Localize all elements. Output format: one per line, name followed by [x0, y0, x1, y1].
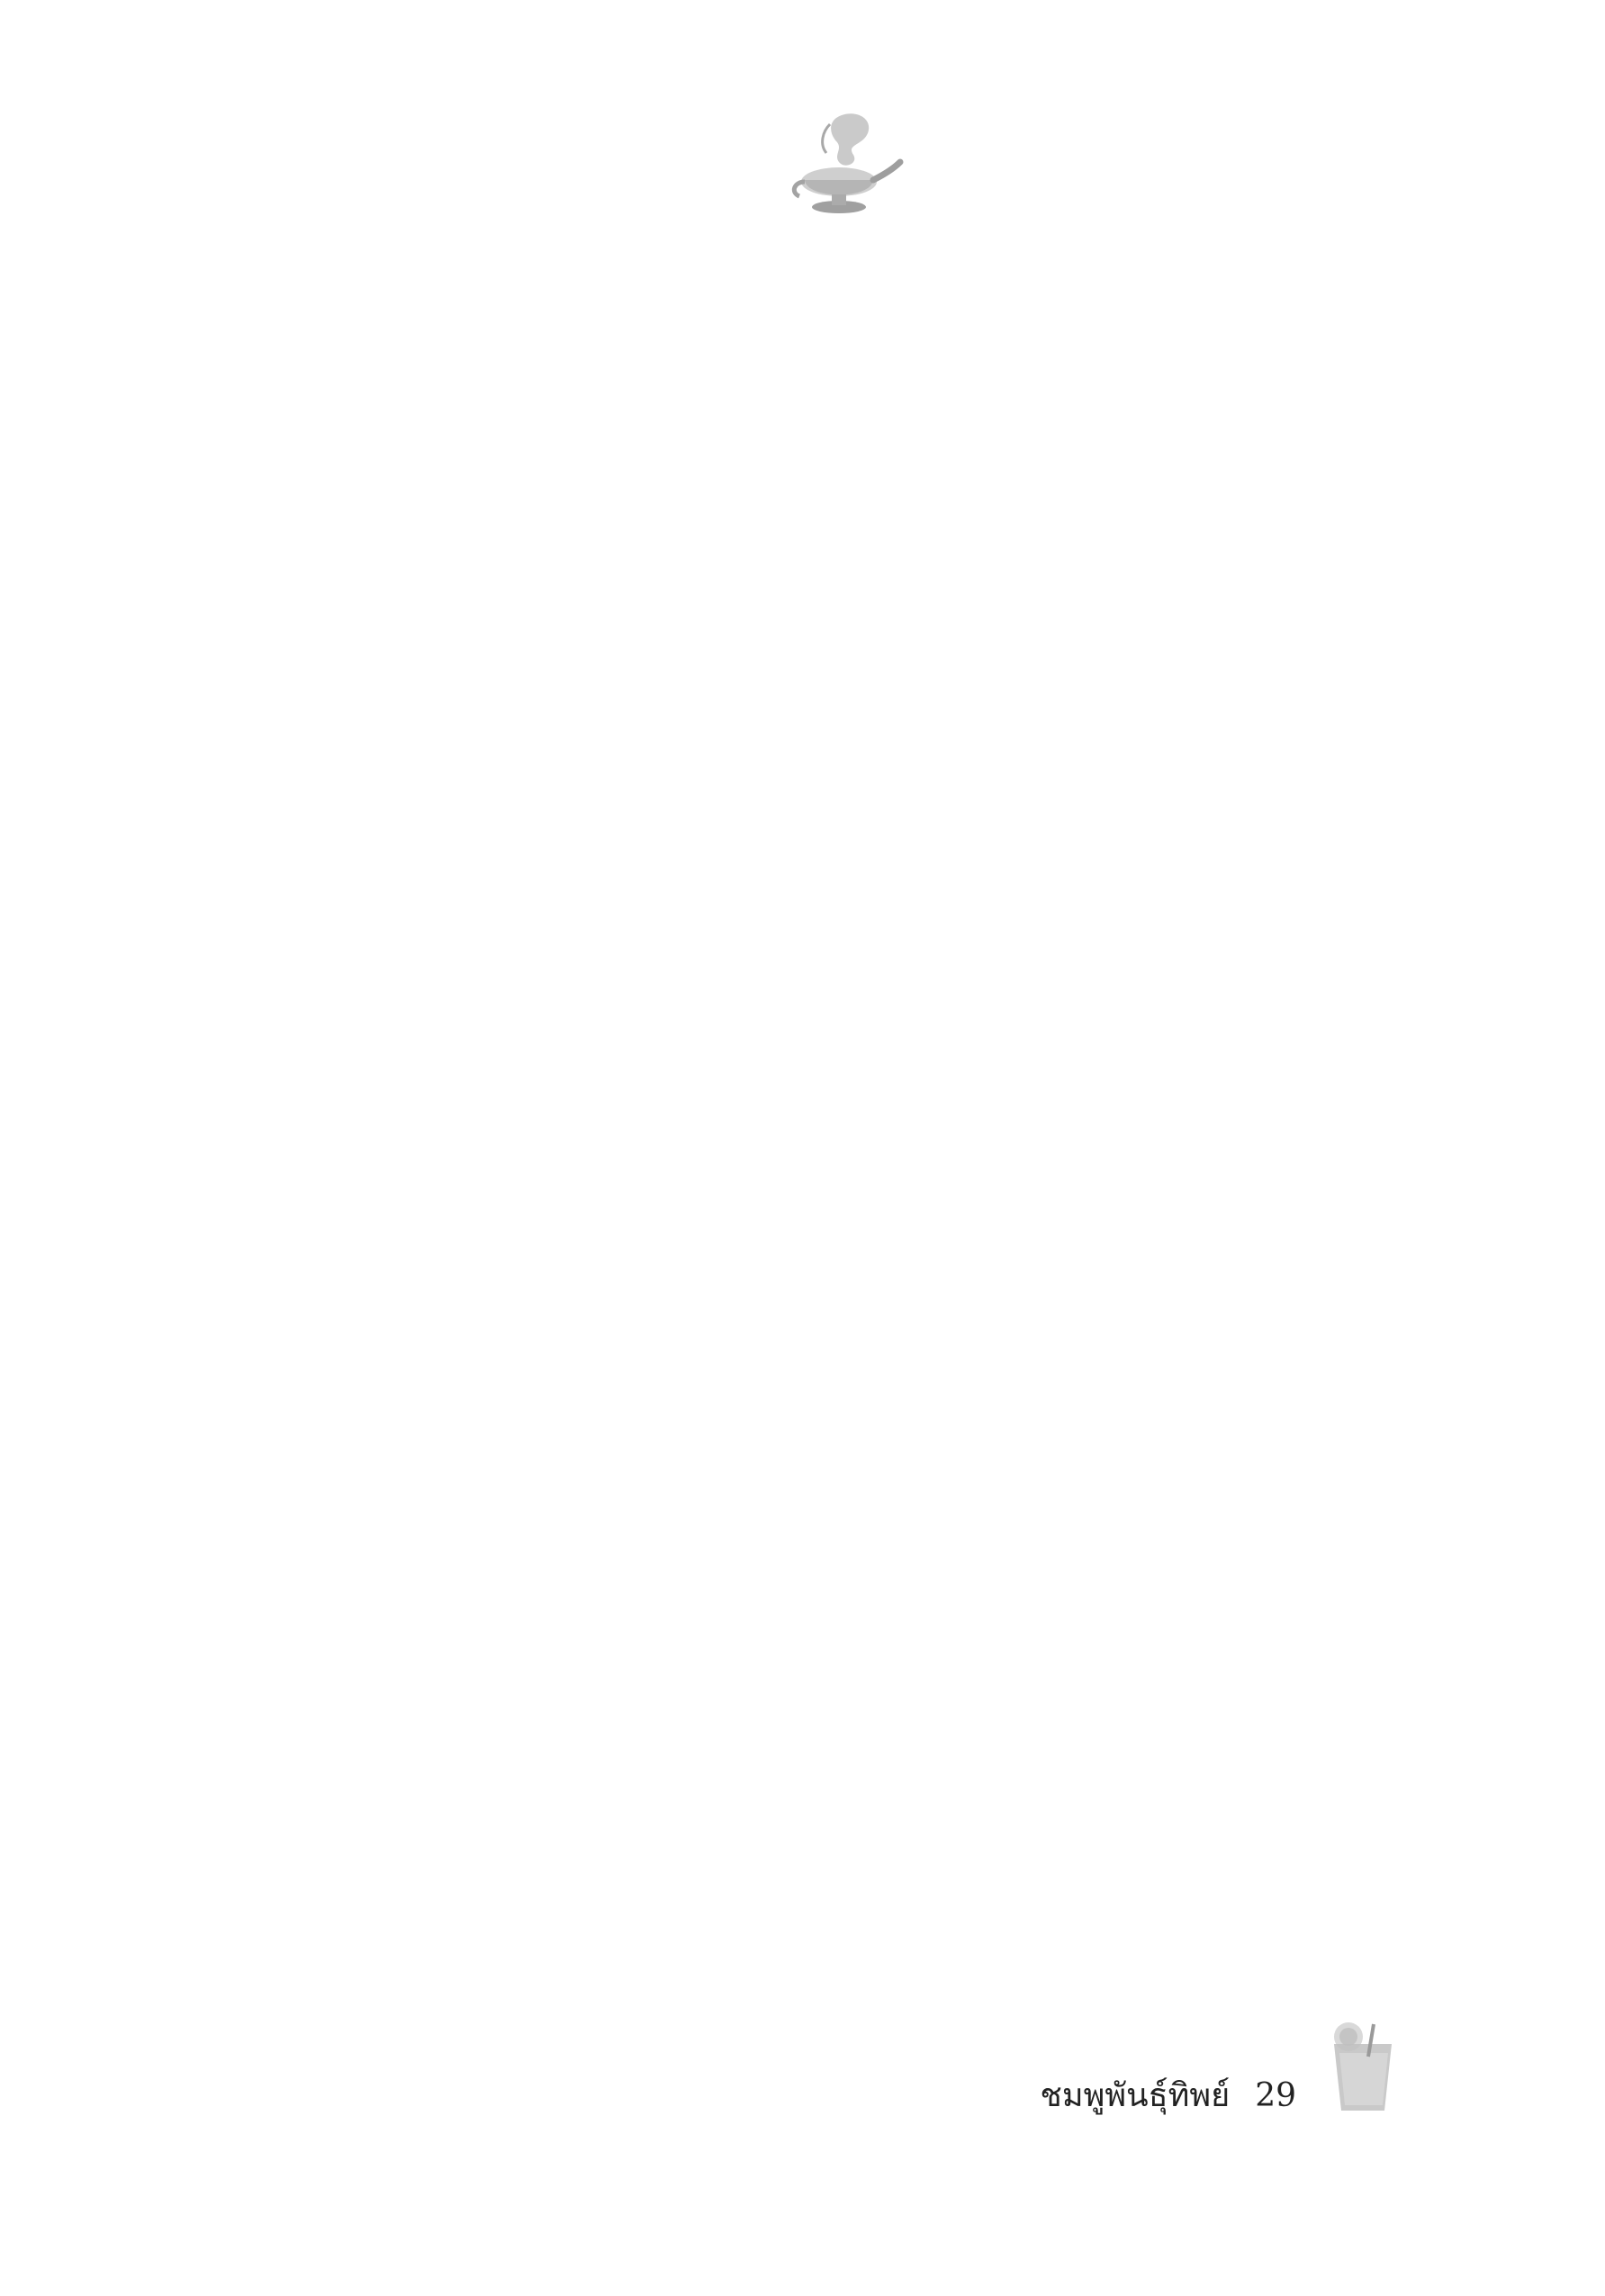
body-text	[270, 243, 1404, 2007]
genie-lamp-icon	[774, 99, 909, 234]
page-footer	[1040, 2017, 1407, 2116]
drink-glass-icon	[1321, 2017, 1407, 2116]
book-title: ชมพูพันธุ์ทิพย์	[1040, 2077, 1231, 2114]
page-number: 29	[1255, 2077, 1296, 2114]
